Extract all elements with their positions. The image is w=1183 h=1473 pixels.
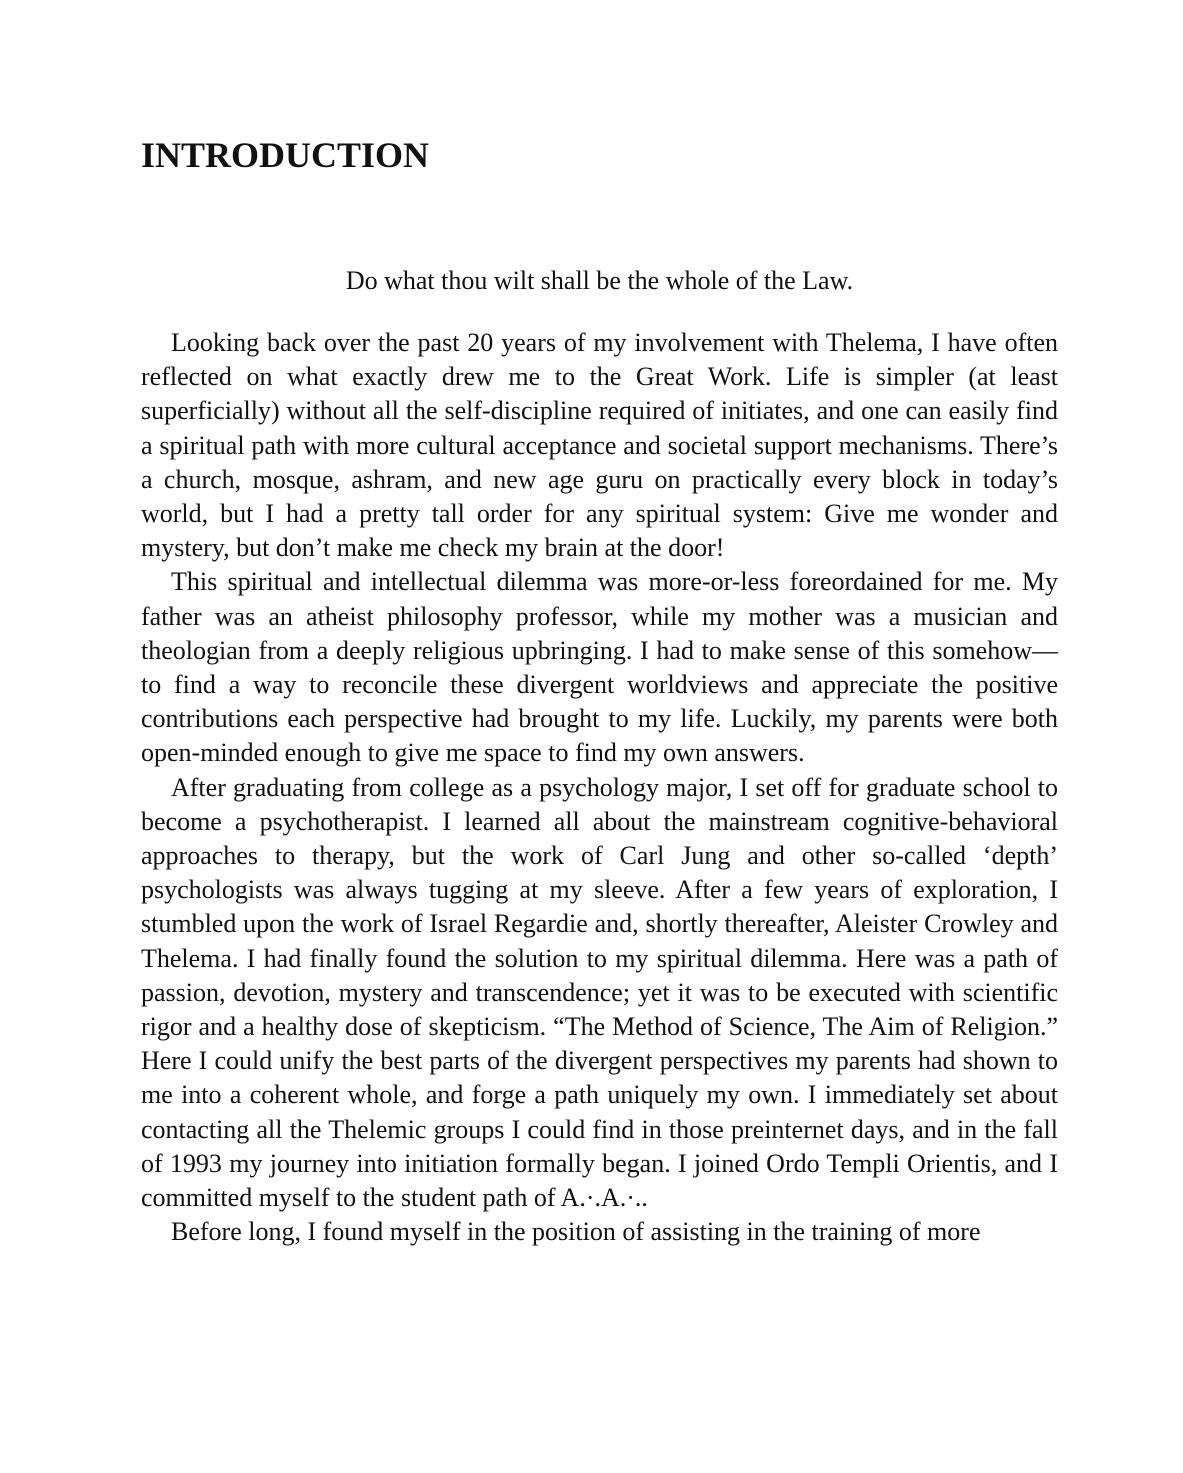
paragraph-2: This spiritual and intellectual dilemma was more-or-less foreordained for me. My father was an atheist philosophy professor, while my mother was a musician and theologian from a deeply religious upbringing. I had to make sense of this somehow—to find a way to reconcile these divergent worldviews and appreciate the positive contributions each perspective had brought to my life. Luckily, my parents were both open-minded enough to give me space to find my own answers. bbox=[141, 567, 1058, 768]
paragraph-3: After graduating from college as a psychology major, I set off for graduate school to become a psychotherapist. I learned all about the mainstream cognitive-behavioral approaches to therapy, but the work of Carl Jung and other so-called ‘depth’ psychologists was always tugging at my sleeve. After a few years of exploration, I stumbled upon the work of Israel Regardie and, shortly thereafter, Aleister Crowley and Thelema. I had finally found the solution to my spiritual dilemma. Here was a path of passion, devotion, mystery and transcendence; yet it was to be executed with scientific rigor and a healthy dose of skepticism. “The Method of Science, The Aim of Religion.” Here I could unify the best parts of the divergent perspectives my parents had shown to me into a coherent whole, and forge a path uniquely my own. I immediately set about contacting all the Thelemic groups I could find in those preinternet days, and in the fall of 1993 my journey into initiation formally began. I joined Ordo Templi Orientis, and I committed myself to the student path of A.·.A.·.. bbox=[141, 772, 1058, 1213]
epigraph: Do what thou wilt shall be the whole of the Law. bbox=[345, 266, 854, 295]
paragraph-4: Before long, I found myself in the position of assisting in the training of more bbox=[171, 1217, 981, 1247]
body-text bbox=[141, 326, 1058, 1249]
chapter-title: INTRODUCTION bbox=[141, 135, 430, 175]
paragraph-1: Looking back over the past 20 years of my involvement with Thelema, I have often reflected on what exactly drew me to the Great Work. Life is simpler (at least superficially) without all the self-discipline required of initiates, and one can easily find a spiritual path with more cultural acceptance and societal support mechanisms. There’s a church, mosque, ashram, and new age guru on practically every block in today’s world, but I had a pretty tall order for any spiritual system: Give me wonder and mystery, but don’t make me check my brain at the door! bbox=[141, 328, 1058, 563]
